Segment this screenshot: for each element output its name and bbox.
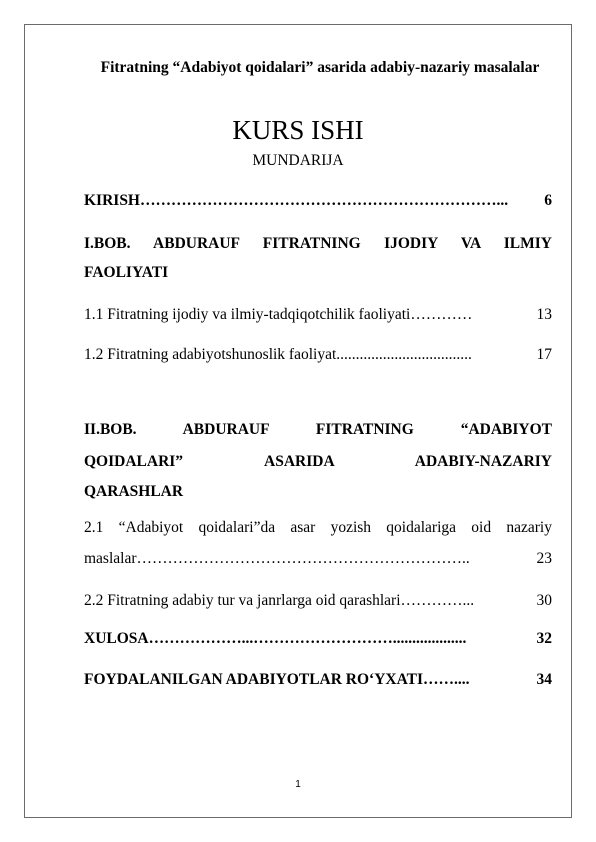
toc-title: MUNDARIJA [252,152,344,169]
document-topic: Fitratning “Adabiyot qoidalari” asarida adabiy-nazariy masalalar [100,59,540,76]
toc-entry-text: 2.2 Fitratning adabiy tur va janrlarga oid qarashlari…………... [84,592,475,609]
chapter-2-title-line-2: QOIDALARI” ASARIDA ADABIY-NAZARIY [84,453,552,470]
toc-entry-text: FOYDALANILGAN ADABIYOTLAR RO‘YXATI…….... [84,671,470,688]
toc-page-number: 23 [536,550,552,567]
toc-entry-text: XULOSA………………...………………………................... [84,630,467,647]
chapter-2-title-line-3: QARASHLAR [84,483,184,500]
toc-entry-text: 1.1 Fitratning ijodiy va ilmiy-tadqiqotchilik faoliyati………… [84,306,473,323]
toc-entry-text: KIRISH……………………………………………………………... [84,192,509,209]
chapter-1-title-line-2: FAOLIYATI [84,264,169,281]
toc-page-number: 6 [544,192,552,209]
toc-entry-1-2 [84,345,552,365]
toc-entry-text: 1.2 Fitratning adabiyotshunoslik faoliyat................................... [84,346,472,363]
toc-entry-text: maslalar……………………………………………………….. [84,550,470,567]
toc-entry-2-1-line-1: 2.1 “Adabiyot qoidalari”da asar yozish qoidalariga oid nazariy [84,519,552,536]
toc-entry-kirish [84,191,552,211]
toc-entry-1-1 [84,305,552,325]
toc-entry-references [84,670,552,690]
document-heading: KURS ISHI [232,115,364,145]
toc-page-number: 32 [536,630,552,647]
chapter-1-title-line-1: I.BOB. ABDURAUF FITRATNING IJODIY VA ILMIY [84,235,552,252]
toc-page-number: 34 [536,671,552,688]
toc-page-number: 30 [536,592,552,609]
toc-entry-2-1 [84,549,552,569]
page-number: 1 [295,779,301,790]
chapter-2-title-line-1: II.BOB. ABDURAUF FITRATNING “ADABIYOT [84,421,552,438]
toc-entry-xulosa [84,629,552,649]
toc-entry-2-2 [84,591,552,611]
toc-page-number: 13 [536,306,552,323]
toc-page-number: 17 [536,346,552,363]
